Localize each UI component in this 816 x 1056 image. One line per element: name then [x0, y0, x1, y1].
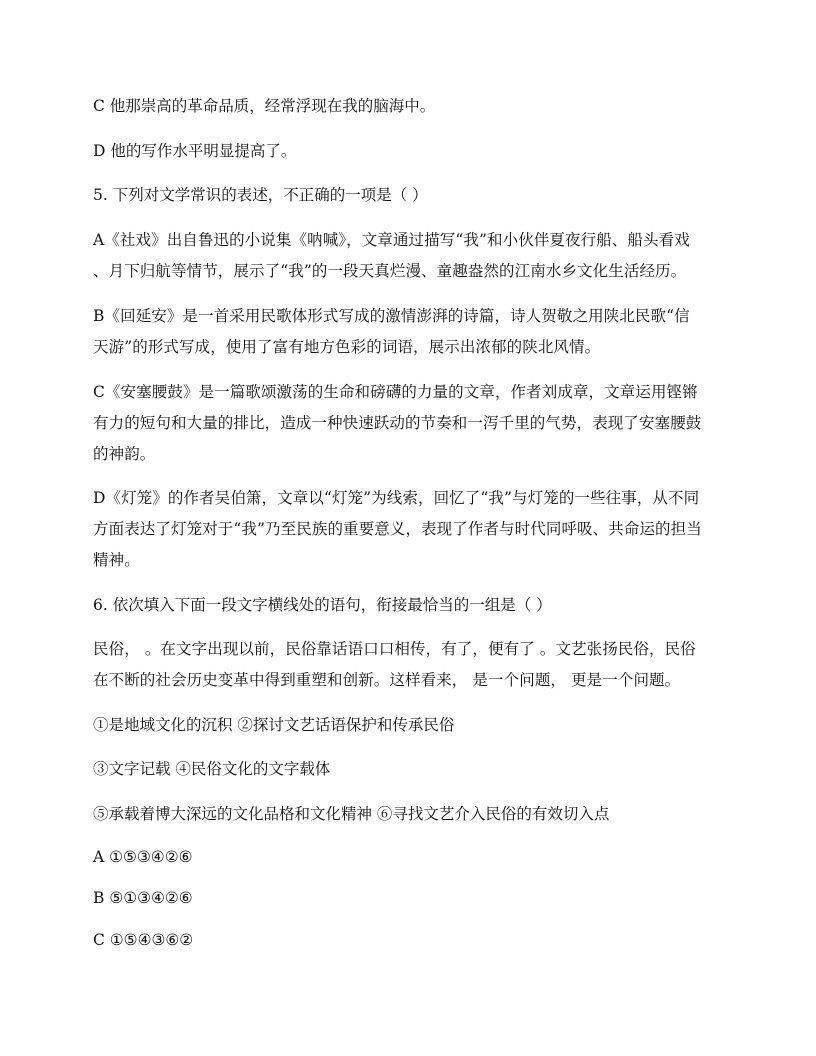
- q6-sentences-1-2: ①是地域文化的沉积 ②探讨文艺话语保护和传承民俗: [93, 716, 455, 734]
- q6-sentences-5-6: ⑤承载着博大深远的文化品格和文化精神 ⑥寻找文艺介入民俗的有效切入点: [93, 805, 610, 823]
- q5-option-b-line1: B《回延安》是一首采用民歌体形式写成的激情澎湃的诗篇，诗人贺敬之用陕北民歌“信: [93, 307, 690, 325]
- q6-passage-line2: 在不断的社会历史变革中得到重塑和创新。这样看来， 是一个问题， 更是一个问题。: [93, 671, 681, 689]
- q5-option-a-line1: A《社戏》出自鲁迅的小说集《呐喊》，文章通过描写“我”和小伙伴夏夜行船、船头看戏: [93, 231, 690, 249]
- q6-option-c: C ①⑤④③⑥②: [93, 931, 194, 949]
- q6-sentences-3-4: ③文字记载 ④民俗文化的文字载体: [93, 760, 331, 778]
- q5-option-d-line2: 方面表达了灯笼对于“我”乃至民族的重要意义，表现了作者与时代同呼吸、共命运的担当: [93, 520, 702, 538]
- q6-passage-line1: 民俗， 。在文字出现以前，民俗靠话语口口相传，有了，便有了 。文艺张扬民俗，民俗: [93, 640, 696, 658]
- q5-option-c-line2: 有力的短句和大量的排比，造成一种快速跃动的节奏和一泻千里的气势，表现了安塞腰鼓: [93, 414, 702, 432]
- q5-option-d-line3: 精神。: [93, 551, 140, 569]
- q5-option-b-line2: 天游”的形式写成，使用了富有地方色彩的词语，展示出浓郁的陕北风情。: [93, 338, 601, 356]
- q6-option-b: B ⑤①③④②⑥: [93, 889, 193, 907]
- q5-option-c-line3: 的神韵。: [93, 445, 156, 463]
- q5-option-d-line1: D《灯笼》的作者吴伯箫，文章以“灯笼”为线索，回忆了“我”与灯笼的一些往事，从不同: [93, 489, 700, 507]
- q5-option-c-line1: C《安塞腰鼓》是一篇歌颂激荡的生命和磅礴的力量的文章，作者刘成章，文章运用铿锵: [93, 383, 698, 401]
- option-d-q4: D 他的写作水平明显提高了。: [93, 142, 297, 160]
- question-5-stem: 5. 下列对文学常识的表述，不正确的一项是（ ）: [93, 186, 428, 204]
- option-c-q4: C 他那崇高的革命品质，经常浮现在我的脑海中。: [93, 97, 436, 115]
- q6-option-a: A ①⑤③④②⑥: [93, 848, 193, 866]
- q5-option-a-line2: 、月下归航等情节，展示了“我”的一段天真烂漫、童趣盎然的江南水乡文化生活经历。: [93, 262, 687, 280]
- question-6-stem: 6. 依次填入下面一段文字横线处的语句，衔接最恰当的一组是（ ）: [93, 596, 552, 614]
